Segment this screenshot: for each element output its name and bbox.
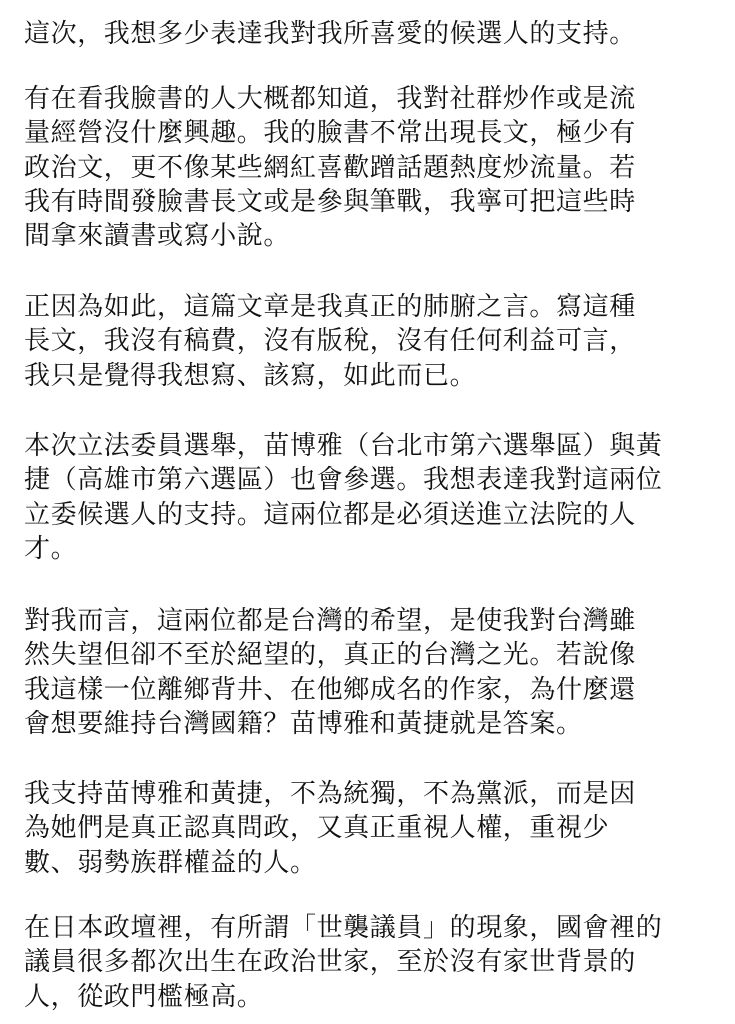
text-line: 捷（高雄市第六選區）也會參選。我想表達我對這兩位 (24, 465, 663, 495)
text-line: 這次，我想多少表達我對我所喜愛的候選人的支持。 (24, 19, 636, 49)
text-line: 會想要維持台灣國籍？苗博雅和黃捷就是答案。 (24, 709, 583, 739)
text-line: 在日本政壇裡，有所謂「世襲議員」的現象，國會裡的 (24, 913, 663, 943)
text-line: 正因為如此，這篇文章是我真正的肺腑之言。寫這種 (24, 292, 636, 322)
text-line: 為她們是真正認真問政，又真正重視人權，重視少 (24, 813, 610, 843)
text-line: 然失望但卻不至於絕望的，真正的台灣之光。若說像 (24, 640, 636, 670)
text-line: 量經營沒什麼興趣。我的臉書不常出現長文，極少有 (24, 118, 636, 148)
text-line: 人，從政門檻極高。 (24, 982, 264, 1012)
text-line: 對我而言，這兩位都是台灣的希望，是使我對台灣雖 (24, 606, 636, 636)
text-line: 有在看我臉書的人大概都知道，我對社群炒作或是流 (24, 84, 636, 114)
text-line: 間拿來讀書或寫小說。 (24, 221, 291, 251)
text-line: 才。 (24, 534, 78, 564)
text-line: 我有時間發臉書長文或是參與筆戰，我寧可把這些時 (24, 187, 636, 217)
text-line: 我只是覺得我想寫、該寫，如此而已。 (24, 361, 477, 391)
text-line: 議員很多都次出生在政治世家，至於沒有家世背景的 (24, 947, 636, 977)
text-line: 數、弱勢族群權益的人。 (24, 848, 317, 878)
text-line: 立委候選人的支持。這兩位都是必須送進立法院的人 (24, 500, 636, 530)
text-line: 我支持苗博雅和黃捷，不為統獨，不為黨派，而是因 (24, 779, 636, 809)
text-line: 本次立法委員選舉，苗博雅（台北市第六選舉區）與黃 (24, 431, 663, 461)
text-line: 長文，我沒有稿費，沒有版稅，沒有任何利益可言， (24, 326, 636, 356)
text-line: 我這樣一位離鄉背井、在他鄉成名的作家，為什麼還 (24, 675, 636, 705)
text-line: 政治文，更不像某些網紅喜歡蹭話題熱度炒流量。若 (24, 153, 636, 183)
